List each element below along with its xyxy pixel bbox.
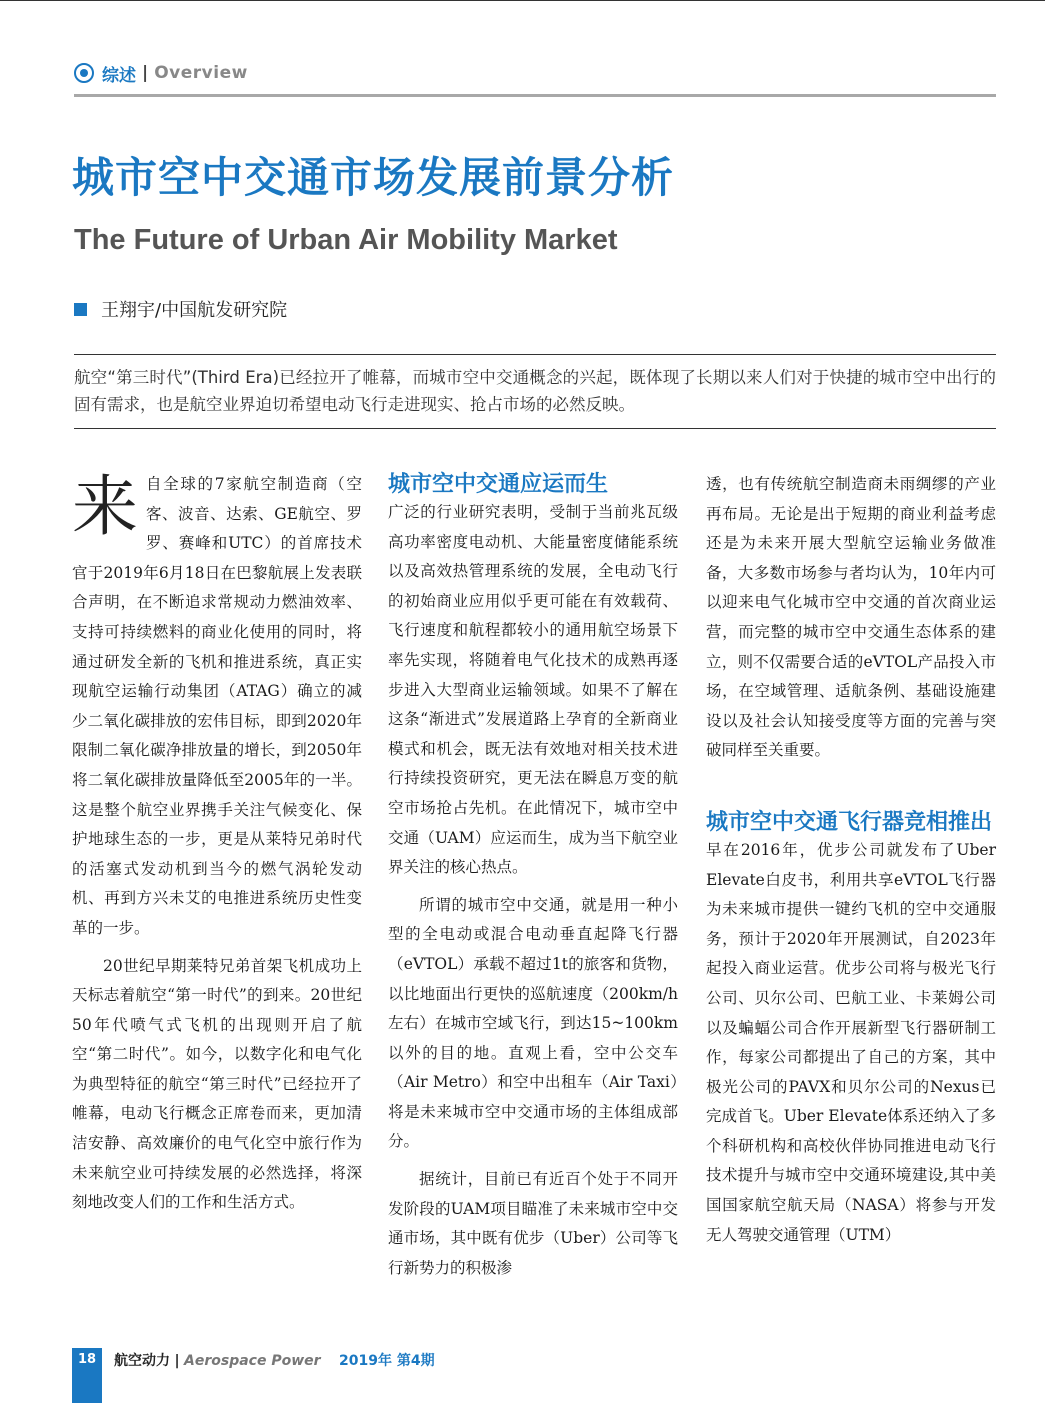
- page-number: 18: [77, 1352, 97, 1367]
- abstract-bottom-rule: [74, 428, 996, 429]
- paragraph-7: 早在2016年，优步公司就发布了Uber Elevate白皮书，利用共享eVTOL飞行器为未来城市提供一键约飞机的空中交通服务，预计于2020年开展测试，自2023年起投入商业运营。优步公司将与极光飞行公司、贝尔公司、巴航工业、卡莱姆公司以及蝙蝠公司合作开展新型飞行器研制工作，每家公司都提出了自己的方案，其中极光公司的PAVX和贝尔公司的Nexus已完成首飞。Uber Elevate体系还纳入了多个科研机构和高校伙伴协同推进电动飞行技术提升与城市空中交通环境建设,其中美国国家航空航天局（NASA）将参与开发无人驾驶交通管理（UTM）: [706, 840, 996, 1244]
- column-1: [72, 470, 362, 1218]
- top-border: [0, 0, 1045, 1]
- section-label-zh: 综述: [102, 65, 136, 86]
- paragraph-5: 据统计，目前已有近百个处于不同开发阶段的UAM项目瞄准了未来城市空中交通市场，其中既有优步（Uber）公司等飞行新势力的积极渗: [388, 1170, 678, 1277]
- author-name: 王翔宇/中国航发研究院: [101, 300, 288, 321]
- magazine-info: [114, 1350, 435, 1370]
- author-marker-icon: [74, 303, 87, 316]
- issue-label: 2019年 第4期: [339, 1353, 435, 1369]
- header-rule: [74, 94, 996, 97]
- section-header: [74, 58, 248, 88]
- paragraph-4: 所谓的城市空中交通，就是用一种小型的全电动或混合电动垂直起降飞行器（eVTOL）承载不超过1t的旅客和货物，以比地面出行更快的巡航速度（200km/h左右）在城市空域飞行，到达15~100km以外的目的地。直观上看，空中公交车（Air Metro）和空中出租车（Air Taxi）将是未来城市空中交通市场的主体组成部分。: [388, 895, 678, 1151]
- paragraph-2: 20世纪早期莱特兄弟首架飞机成功上天标志着航空“第一时代”的到来。20世纪50年代喷气式飞机的出现则开启了航空“第二时代”。如今，以数字化和电气化为典型特征的航空“第三时代”已经拉开了帷幕，电动飞行概念正席卷而来，更加清洁安静、高效廉价的电气化空中旅行作为未来航空业可持续发展的必然选择，将深刻地改变人们的工作和生活方式。: [72, 956, 362, 1212]
- paragraph-1: 自全球的7家航空制造商（空客、波音、达索、GE航空、罗罗、赛峰和UTC）的首席技术官于2019年6月18日在巴黎航展上发表联合声明，在不断追求常规动力燃油效率、支持可持续燃料的商业化使用的同时，将通过研发全新的飞机和推进系统，真正实现航空运输行动集团（ATAG）确立的减少二氧化碳排放的宏伟目标，即到2020年限制二氧化碳净排放量的增长，到2050年将二氧化碳排放量降低至2005年的一半。这是整个航空业界携手关注气候变化、保护地球生态的一步，更是从莱特兄弟时代的活塞式发动机到当今的燃气涡轮发动机、再到方兴未艾的电推进系统历史性变革的一步。: [72, 475, 362, 937]
- paragraph-6: 透，也有传统航空制造商未雨绸缪的产业再布局。无论是出于短期的商业利益考虑还是为未来开展大型航空运输业务做准备，大多数市场参与者均认为，10年内可以迎来电气化城市空中交通的首次商业运营，而完整的城市空中交通生态体系的建立，则不仅需要合适的eVTOL产品投入市场，在空域管理、适航条例、基础设施建设以及社会认知接受度等方面的完善与突破同样至关重要。: [706, 475, 996, 760]
- section-label-en: Overview: [154, 63, 248, 83]
- magazine-separator: |: [174, 1353, 180, 1369]
- subheading-1: 城市空中交通应运而生: [388, 472, 609, 497]
- drop-cap: 来: [72, 468, 138, 545]
- column-2: [388, 470, 678, 1283]
- column-3: [706, 470, 996, 1250]
- paragraph-3: 广泛的行业研究表明，受制于当前兆瓦级高功率密度电动机、大能量密度储能系统以及高效热管理系统的发展，全电动飞行的初始商业应用似乎更可能在有效载荷、飞行速度和航程都较小的通用航空场景下率先实现，将随着电气化技术的成熟再逐步进入大型商业运输领域。如果不了解在这条“渐进式”发展道路上孕育的全新商业模式和机会，既无法有效地对相关技术进行持续投资研究，更无法在瞬息万变的航空市场抢占先机。在此情况下，城市空中交通（UAM）应运而生，成为当下航空业界关注的核心热点。: [388, 503, 678, 877]
- magazine-name-en: Aerospace Power: [184, 1353, 321, 1369]
- author-line: [74, 296, 287, 322]
- subheading-2: 城市空中交通飞行器竞相推出: [706, 809, 993, 835]
- magazine-name-zh: 航空动力: [114, 1353, 170, 1369]
- article-title-zh: 城市空中交通市场发展前景分析: [72, 153, 675, 202]
- page-footer: [0, 1340, 1045, 1403]
- section-separator: |: [142, 63, 149, 83]
- article-title-en: The Future of Urban Air Mobility Market: [74, 224, 618, 256]
- abstract-top-rule: [74, 354, 996, 355]
- abstract: 航空“第三时代”(Third Era)已经拉开了帷幕，而城市空中交通概念的兴起，既体现了长期以来人们对于快捷的城市空中出行的固有需求，也是航空业界迫切希望电动飞行走进现实、抢占市场的必然反映。: [74, 368, 996, 414]
- journal-logo-icon: [74, 63, 94, 83]
